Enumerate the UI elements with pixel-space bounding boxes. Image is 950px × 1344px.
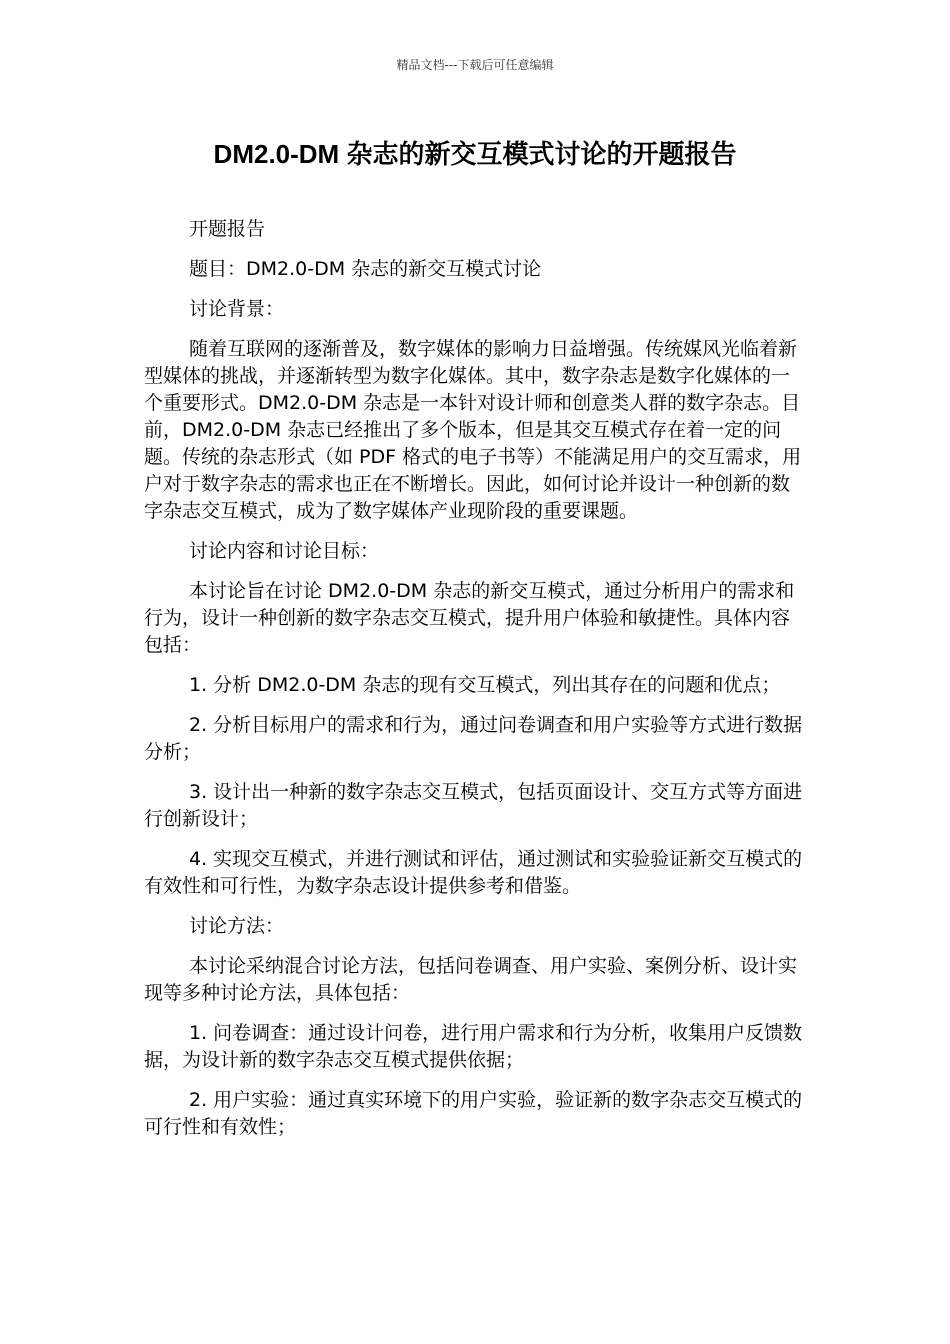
document-title: DM2.0-DM 杂志的新交互模式讨论的开题报告 — [213, 139, 737, 169]
paragraph-topic: 题目：DM2.0-DM 杂志的新交互模式讨论 — [189, 258, 542, 280]
paragraph-methods: 本讨论采纳混合讨论方法，包括问卷调查、用户实验、案例分析、设计实现等多种讨论方法，具体包括： — [144, 955, 798, 1004]
header-note: 精品文档---下载后可任意编辑 — [396, 58, 554, 72]
list-item-goal-3: 3. 设计出一种新的数字杂志交互模式，包括页面设计、交互方式等方面进行创新设计； — [144, 781, 803, 830]
paragraph-content-goals: 本讨论旨在讨论 DM2.0-DM 杂志的新交互模式，通过分析用户的需求和行为，设计一种创新的数字杂志交互模式，提升用户体验和敏捷性。具体内容包括： — [144, 580, 795, 656]
paragraph-heading: 开题报告 — [189, 218, 266, 240]
section-heading-background: 讨论背景： — [189, 298, 285, 320]
list-item-goal-2: 2. 分析目标用户的需求和行为，通过问卷调查和用户实验等方式进行数据分析； — [144, 714, 803, 763]
list-item-method-1: 1. 问卷调查：通过设计问卷，进行用户需求和行为分析，收集用户反馈数据，为设计新的数字杂志交互模式提供依据； — [144, 1022, 803, 1071]
document-body — [144, 216, 804, 1141]
section-heading-methods: 讨论方法： — [189, 915, 285, 937]
list-item-goal-4: 4. 实现交互模式，并进行测试和评估，通过测试和实验验证新交互模式的有效性和可行性，为数字杂志设计提供参考和借鉴。 — [144, 848, 803, 897]
paragraph-background: 随着互联网的逐渐普及，数字媒体的影响力日益增强。传统媒风光临着新型媒体的挑战，并逐渐转型为数字化媒体。其中，数字杂志是数字化媒体的一个重要形式。DM2.0-DM 杂志是一本针对设计师和创意类人群的数字杂志。目前，DM2.0-DM 杂志已经推出了多个版本，但是其交互模式存在着一定的问题。传统的杂志形式（如 PDF 格式的电子书等）不能满足用户的交互需求，用户对于数字杂志的需求也正在不断增长。因此，如何讨论并设计一种创新的数字杂志交互模式，成为了数字媒体产业现阶段的重要课题。 — [144, 338, 802, 522]
list-item-goal-1: 1. 分析 DM2.0-DM 杂志的现有交互模式，列出其存在的问题和优点； — [189, 674, 781, 696]
section-heading-content-goals: 讨论内容和讨论目标： — [189, 540, 380, 562]
list-item-method-2: 2. 用户实验：通过真实环境下的用户实验，验证新的数字杂志交互模式的可行性和有效性； — [144, 1089, 803, 1138]
